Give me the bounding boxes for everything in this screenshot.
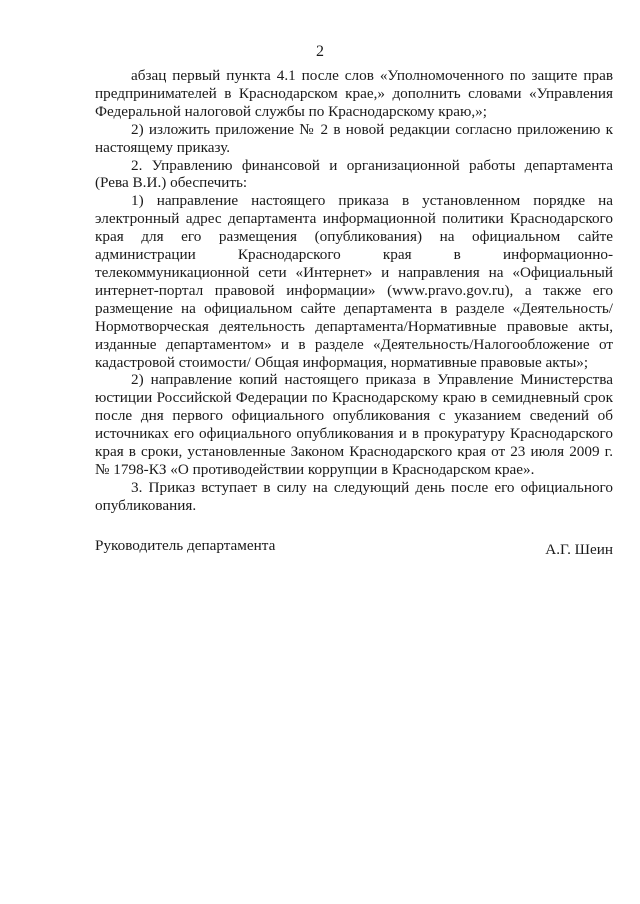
- paragraph-publication-order: 1) направление настоящего приказа в установленном порядке на электронный адрес департамента информационной политики Краснодарского края для его размещения (опубликования) на официальном сайте администрации Краснодарского края в информационно-телекоммуникационной сети «Интернет» и направления на «Официальный интернет-портал правовой информации» (www.pravo.gov.ru), а также его размещение на официальном сайте департамента в разделе «Деятельность/Нормотворческая деятельность департамента/Нормативные правовые акты, изданные департаментом» и в разделе «Деятельность/Налогообложение от кадастровой стоимости/ Общая информация, нормативные правовые акты»;: [95, 192, 613, 371]
- document-body: [95, 67, 613, 515]
- paragraph-effective-date: 3. Приказ вступает в силу на следующий день после его официального опубликования.: [95, 478, 613, 514]
- signatory-name: А.Г. Шеин: [545, 541, 613, 558]
- signatory-position: Руководитель департамента: [95, 537, 276, 554]
- page-number: 2: [316, 43, 324, 60]
- paragraph-finance-department-instructions: 2. Управлению финансовой и организационной работы департамента (Рева В.И.) обеспечить:: [95, 156, 613, 192]
- paragraph-amend-clause-4-1: абзац первый пункта 4.1 после слов «Уполномоченного по защите прав предпринимателей в Краснодарском крае,» дополнить словами «Управления Федеральной налоговой службы по Краснодарскому краю,»;: [95, 67, 613, 120]
- paragraph-appendix-2: 2) изложить приложение № 2 в новой редакции согласно приложению к настоящему приказу.: [95, 120, 613, 156]
- paragraph-ministry-of-justice-copies: 2) направление копий настоящего приказа в Управление Министерства юстиции Российской Федерации по Краснодарскому краю в семидневный срок после дня первого официального опубликования с указанием сведений об источниках его официального опубликования и в прокуратуру Краснодарского края в сроки, установленные Законом Краснодарского края от 23 июля 2009 г. № 1798-КЗ «О противодействии коррупции в Краснодарском крае».: [95, 371, 613, 478]
